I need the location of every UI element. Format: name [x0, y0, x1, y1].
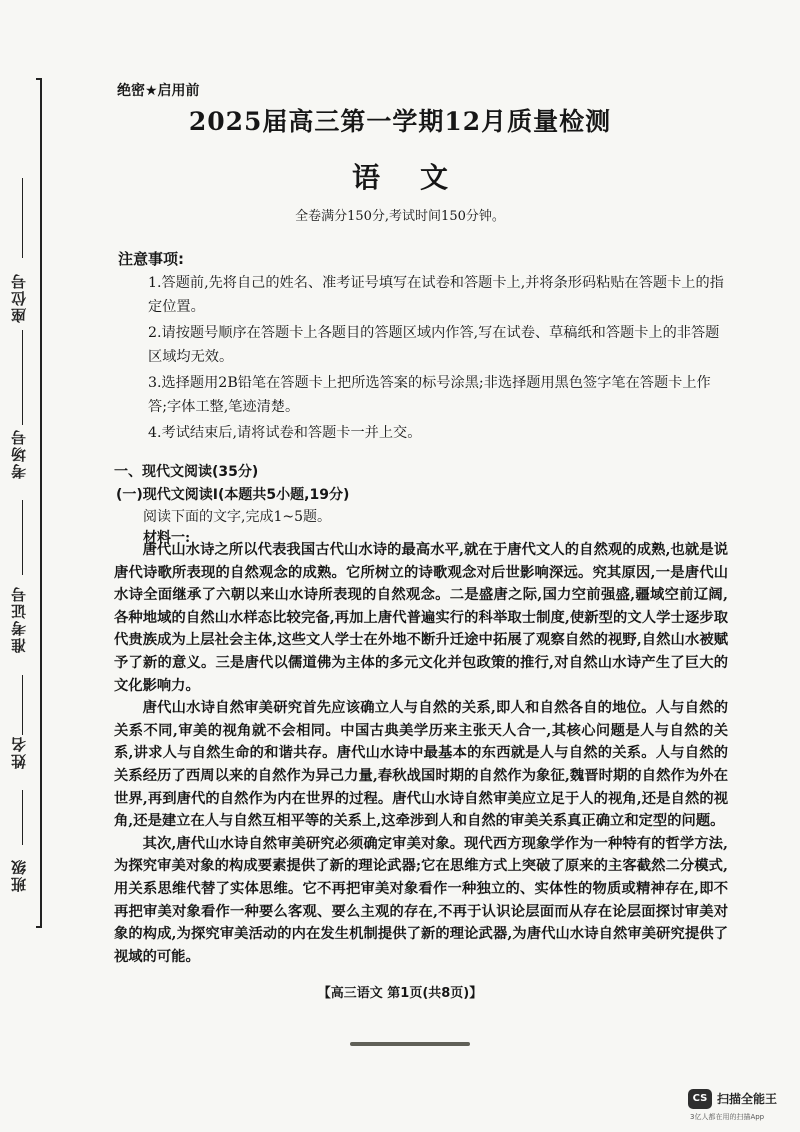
exam-title: 2025届高三第一学期12月质量检测 — [188, 107, 612, 136]
passage-paragraph: 其次,唐代山水诗自然审美研究必须确定审美对象。现代西方现象学作为一种特有的哲学方法,为探究审美对象的构成要素提供了新的理论武器;它在思维方式上突破了原来的主客截然二分模式,用关系思维代替了实体思维。它不再把审美对象看作一种独立的、实体性的物质或精神存在,即不再把审美对象看作一种要么客观、要么主观的存在,不再于认识论层面而从存在论层面探讨审美对象的构成,为探究审美活动的内在发生机制提供了新的理论武器,为唐代山水诗自然审美研究提供了视域的可能。 — [114, 835, 728, 965]
notice-item: 4.考试结束后,请将试卷和答题卡一并上交。 — [148, 425, 422, 441]
notice-item: 3.选择题用2B铅笔在答题卡上把所选答案的标号涂黑;非选择题用黑色签字笔在答题卡上作答;字体工整,笔迹清楚。 — [148, 375, 711, 415]
field-blank-line — [22, 790, 23, 845]
secret-label: 绝密★启用前 — [117, 83, 200, 99]
material-label: 材料一: — [143, 530, 191, 546]
notice-title: 注意事项: — [118, 250, 184, 268]
page-footer: 【高三语文 第1页(共8页)】 — [317, 986, 483, 1001]
passage-paragraph: 唐代山水诗自然审美研究首先应该确立人与自然的关系,即人和自然各自的地位。人与自然的关系不同,审美的视角就不会相同。中国古典美学历来主张天人合一,其核心问题是人与自然的关系,讲求人与自然生命的和谐共存。唐代山水诗中最基本的东西就是人与自然的关系。人与自然的关系经历了西周以来的自然作为异己力量,春秋战国时期的自然作为象征,魏晋时期的自然作为外在世界,再到唐代的自然作为内在世界的过程。唐代山水诗自然审美应立足于人的视角,还是自然的视角,还是建立在人与自然互相平等的关系上,这牵涉到人和自然的审美关系真正确立和定型的问题。 — [114, 700, 728, 830]
camscanner-logo-icon: CS — [688, 1089, 712, 1109]
reading-passage — [114, 539, 728, 968]
scan-mark — [350, 1042, 470, 1046]
notice-item: 1.答题前,先将自己的姓名、准考证号填写在试卷和答题卡上,并将条形码粘贴在答题卡上的指定位置。 — [148, 275, 724, 315]
section-heading: 一、现代文阅读(35分) — [114, 464, 259, 480]
reading-instruction: 阅读下面的文字,完成1~5题。 — [143, 509, 331, 525]
binding-tick — [36, 926, 42, 928]
watermark-app-name: 扫描全能王 — [717, 1092, 778, 1106]
subsection-heading: (一)现代文阅读Ⅰ(本题共5小题,19分) — [116, 487, 350, 503]
subject-title — [0, 156, 800, 196]
scanner-watermark — [688, 1086, 798, 1126]
notice-item: 2.请按题号顺序在答题卡上各题目的答题区域内作答,写在试卷、草稿纸和答题卡上的非答题区域均无效。 — [148, 325, 720, 365]
class-label: 班级 — [10, 858, 28, 892]
field-blank-line — [22, 330, 23, 425]
notice-list — [148, 271, 728, 447]
field-blank-line — [22, 500, 23, 575]
name-label: 姓名 — [10, 735, 28, 769]
seat-number-label: 座位号 — [10, 272, 28, 323]
exam-room-label: 考场号 — [10, 428, 28, 479]
admission-number-label: 准考证号 — [10, 585, 28, 653]
score-note: 全卷满分150分,考试时间150分钟。 — [295, 209, 505, 224]
binding-tick — [36, 78, 42, 80]
field-blank-line — [22, 675, 23, 735]
watermark-slogan: 3亿人都在用的扫描App — [690, 1113, 765, 1121]
subject-text: 语文 — [351, 161, 488, 194]
passage-paragraph: 唐代山水诗之所以代表我国古代山水诗的最高水平,就在于唐代文人的自然观的成熟,也就是说唐代诗歌所表现的自然观念的成熟。它所树立的诗歌观念对后世影响深远。究其原因,一是唐代山水诗全面继承了六朝以来山水诗所表现的自然观念。二是盛唐之际,国力空前强盛,疆域空前辽阔,各种地域的自然山水样态比较完备,再加上唐代普遍实行的科举取士制度,使新型的文人学士逐步取代贵族成为上层社会主体,这些文人学士在外地不断升迁途中拓展了观察自然的视野,自然山水被赋予了新的意义。三是唐代以儒道佛为主体的多元文化并包政策的推行,对自然山水诗产生了巨大的文化影响力。 — [114, 542, 728, 694]
